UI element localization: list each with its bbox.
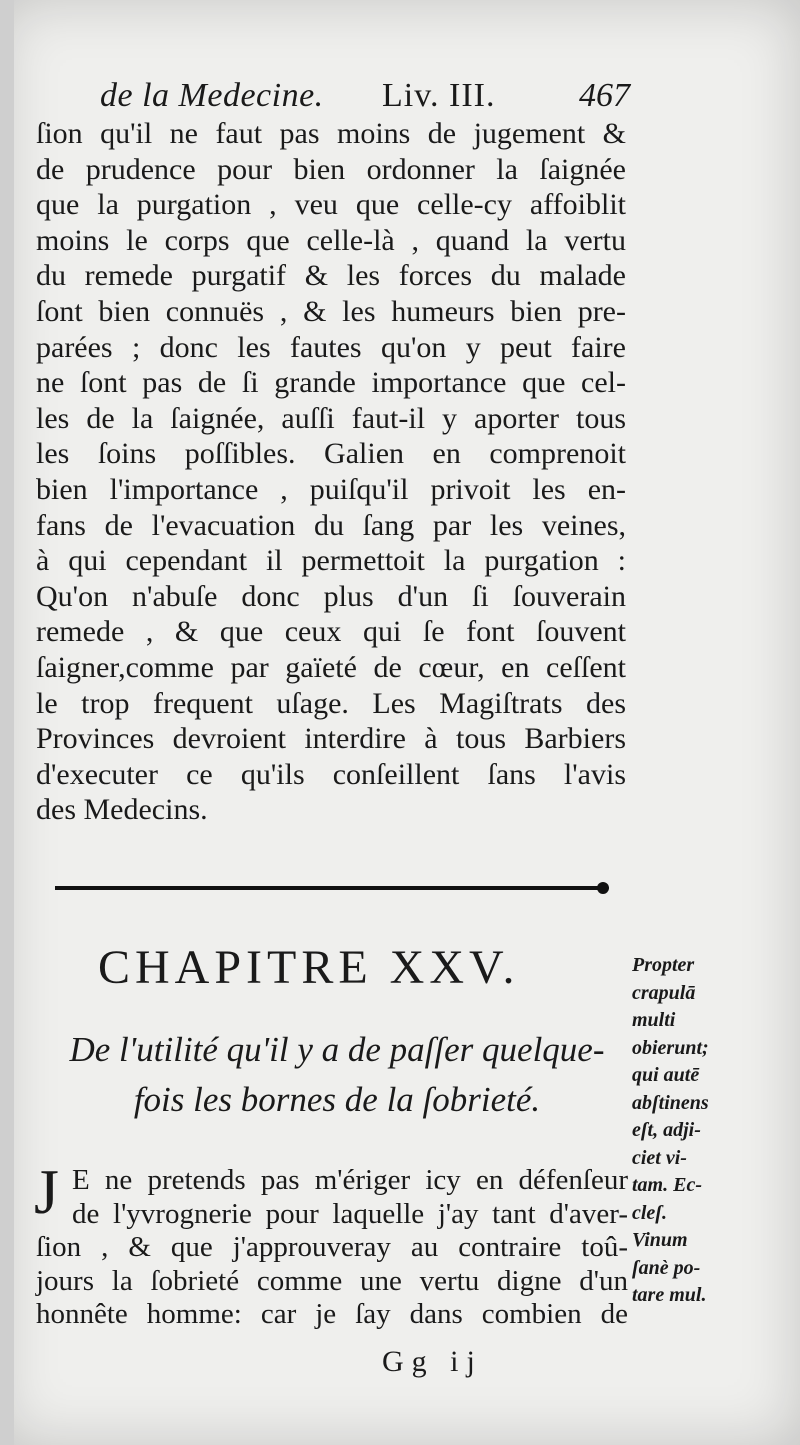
marginal-line: tam. Ec- [632,1174,702,1196]
page-number: 467 [579,77,630,114]
text-line: des Medecins. [36,793,208,827]
subtitle-line: fois les bornes de la ſobrieté. [133,1080,541,1119]
text-line: honnête homme: car je ſay dans combien de [36,1298,628,1330]
text-line: jours la ſobrieté comme une vertu digne d'un [36,1264,628,1297]
text-line: ſion , & que j'approuveray au contraire toû- [36,1231,628,1263]
text-line: les ſoins poſſibles. Galien en comprenoit [36,437,626,471]
section-divider-rule [55,886,605,890]
text-line: Provinces devroient interdire à tous Barbiers [36,722,626,756]
marginal-line: ſanè po- [632,1256,701,1279]
marginal-line: crapulā [632,981,696,1004]
marginal-line: qui autē [632,1064,700,1086]
marginal-note [632,952,782,1310]
body-text [36,116,626,828]
divider-end-ornament [597,882,609,894]
chapter-title: CHAPITRE XXV. [98,941,520,994]
text-line: d'executer ce qu'ils conſeillent ſans l'avis [36,757,626,791]
text-line: ſont bien connuës , & les humeurs bien pre- [36,294,626,328]
book-number: Liv. III. [382,77,496,114]
marginal-line: Propter [632,954,695,976]
text-line: ſaigner,comme par gaïeté de cœur, en ceſſent [36,650,626,684]
marginal-line: Vinum [632,1229,688,1251]
text-line: ne ſont pas de ſi grande importance que cel- [36,366,626,400]
text-line: Qu'on n'abuſe donc plus d'un ſi ſouverain [36,579,626,613]
marginal-line: ciet vi- [632,1146,687,1169]
text-line: parées ; donc les fautes qu'on y peut faire [36,330,626,364]
text-line: moins le corps que celle-là , quand la vertu [36,223,626,257]
marginal-line: eſt, adji- [632,1119,701,1141]
text-line: bien l'importance , puiſqu'il privoit les en- [36,472,626,506]
drop-cap: J [34,1156,59,1227]
text-line: remede , & que ceux qui ſe font ſouvent [36,615,626,649]
signature-mark: Gg ij [382,1345,483,1378]
paragraph-body [36,1231,628,1332]
chapter-subtitle [42,1025,632,1125]
text-line: fans de l'evacuation du ſang par les veines, [36,508,626,542]
text-line: que la purgation , veu que celle-cy affoiblit [36,188,626,222]
paragraph-opening [72,1164,628,1231]
text-line: ſion qu'il ne faut pas moins de jugement & [36,117,626,150]
text-line: E ne pretends pas m'ériger icy en défenſeur [72,1164,628,1196]
running-title: de la Medecine. [100,77,324,114]
marginal-line: multi [632,1009,676,1031]
text-line: du remede purgatif & les forces du malade [36,259,626,293]
running-header [100,72,630,120]
marginal-line: cleſ. [632,1201,667,1224]
marginal-line: obierunt; [632,1036,709,1059]
text-line: le trop frequent uſage. Les Magiſtrats des [36,686,626,720]
marginal-line: tare mul. [632,1284,707,1306]
text-line: à qui cependant il permettoit la purgation : [36,544,626,578]
marginal-line: abſtinens [632,1091,709,1114]
page-gutter-shadow [0,0,14,1445]
text-line: de prudence pour bien ordonner la ſaignée [36,152,626,186]
text-line: les de la ſaignée, auſſi faut-il y aporter tous [36,401,626,435]
subtitle-line: De l'utilité qu'il y a de paſſer quelque- [69,1030,605,1069]
text-line: de l'yvrognerie pour laquelle j'ay tant d'aver- [72,1197,628,1230]
